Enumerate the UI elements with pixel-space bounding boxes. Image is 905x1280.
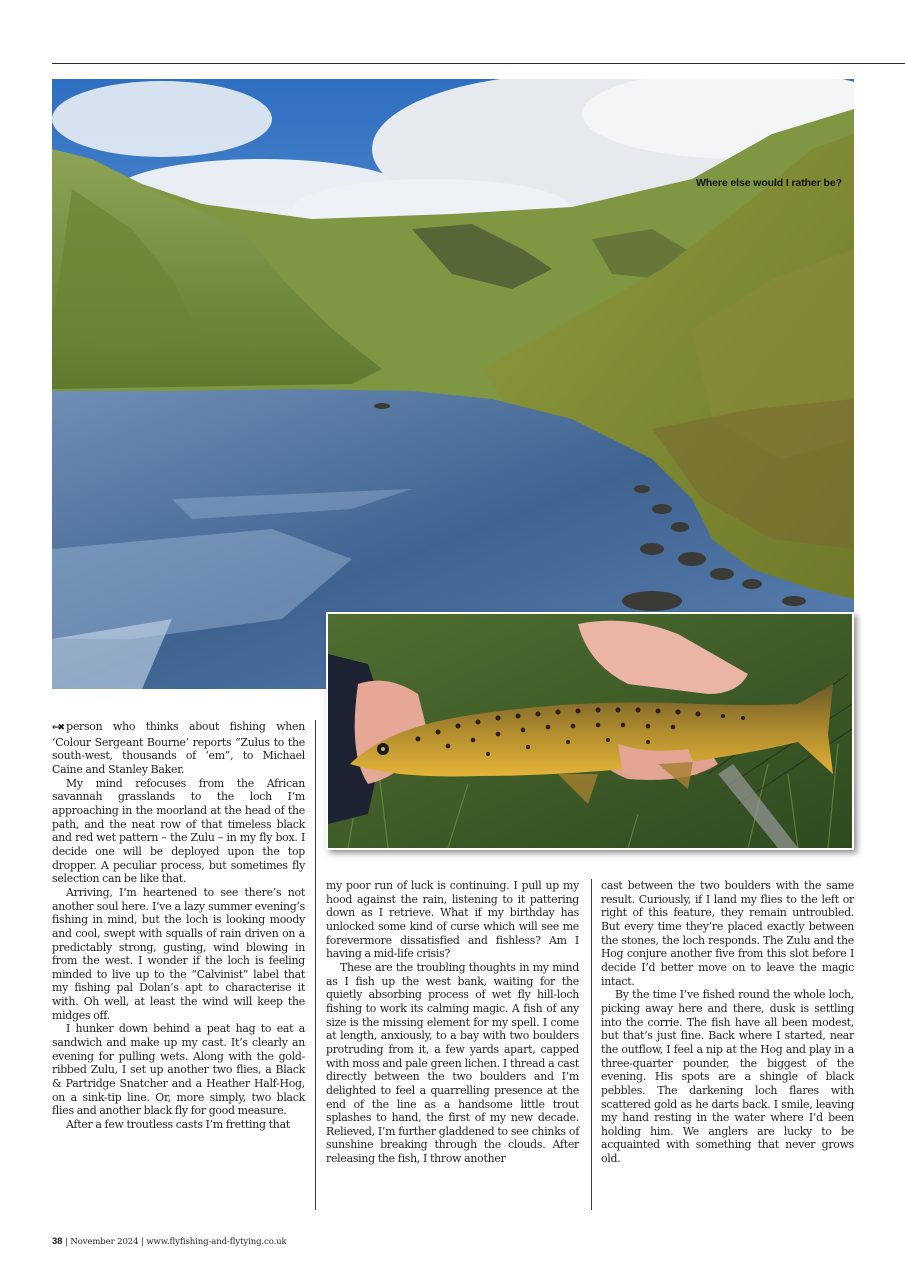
landscape-illustration [52,79,854,689]
photo-caption: Where else would I rather be? [696,177,842,189]
page-number: 38 [52,1236,63,1247]
main-photo [52,79,854,689]
paragraph: After a few troutless casts I’m fretting that [66,1118,290,1132]
paragraph: my poor run of luck is continuing. I pull up my hood against the rain, listening to it pattering down as I retrieve. What if my birthday has unlocked some kind of curse which will see me forevermore dissatisfied and fishless? Am I having a mid-life crisis? [326,879,579,961]
paragraph: My mind refocuses from the African savannah grasslands to the loch I’m approaching in the moorland at the head of the path, and the neat row of that timeless black and red wet pattern – the Zulu – in my fly box. I decide one will be deployed upon the top dropper. A peculiar process, but sometimes fly selection can be like that. [52,776,305,886]
page-footer [52,1236,287,1247]
continuation-arrow-icon: ←✖ [52,723,64,733]
inset-photo [326,612,854,850]
paragraph: Arriving, I’m heartened to see there’s not another soul here. I’ve a lazy summer evening’s fishing in mind, but the loch is looking moody and cool, swept with squalls of rain driven on a predictably strong, gusting, wind blowing in from the west. I wonder if the loch is feeling minded to live up to the “Calvinist” label that my fishing pal Dolan’s apt to characterise it with. Oh well, at least the wind will keep the midges off. [52,885,305,1022]
trout-illustration [328,614,852,848]
column-rule [315,720,316,1210]
website-url[interactable]: www.flyfishing-and-flytying.co.uk [146,1237,287,1247]
paragraph: ←✖ person who thinks about fishing when ‘Colour Sergeant Bourne’ reports “Zulus to the south-west, thousands of ‘em”, to Michael Caine and Stanley Baker. [52,720,305,776]
paragraph: cast between the two boulders with the same result. Curiously, if I land my flies to the left or right of this feature, they remain untroubled. But every time they’re placed exactly between the stones, the loch responds. The Zulu and the Hog conjure another five from this slot before I decide I’d better move on to leave the magic intact. [601,879,854,988]
issue-date: November 2024 [70,1237,139,1247]
article-column-3 [601,879,854,1209]
footer-separator: | [64,1237,68,1247]
top-rule [52,63,905,64]
paragraph: I hunker down behind a peat hag to eat a sandwich and make up my cast. It’s clearly an evening for pulling wets. Along with the gold-ribbed Zulu, I set up another two flies, a Black & Partridge Snatcher and a Heather Half-Hog, on a sink-tip line. Or, more simply, two black flies and another black fly for good measure. [52,1022,305,1118]
article-column-2 [326,879,579,1209]
article-column-1 [52,720,305,1210]
paragraph: These are the troubling thoughts in my mind as I fish up the west bank, waiting for the quietly absorbing process of wet fly hill-loch fishing to work its calming magic. A fish of any size is the missing element for my spell. I come at length, anxiously, to a bay with two boulders protruding from it, a few yards apart, capped with moss and pale green lichen. I thread a cast directly between the two boulders and I’m delighted to feel a quarrelling presence at the end of the line as a handsome little trout splashes to hand, the first of my new decade. Relieved, I’m further gladdened to see chinks of sunshine breaking through the clouds. After releasing the fish, I throw another [326,960,579,1166]
footer-separator: | [141,1237,144,1247]
paragraph: By the time I’ve fished round the whole loch, picking away here and there, dusk is settling into the corrie. The fish have all been modest, but that’s just fine. Back where I started, near the outflow, I feel a nip at the Hog and play in a three-quarter pounder, the biggest of the evening. His spots are a shingle of black pebbles. The darkening loch flares with scattered gold as he darts back. I smile, leaving my hand resting in the water where I’d been holding him. We anglers are lucky to be acquainted with something that never grows old. [601,988,854,1166]
column-rule [591,879,592,1210]
